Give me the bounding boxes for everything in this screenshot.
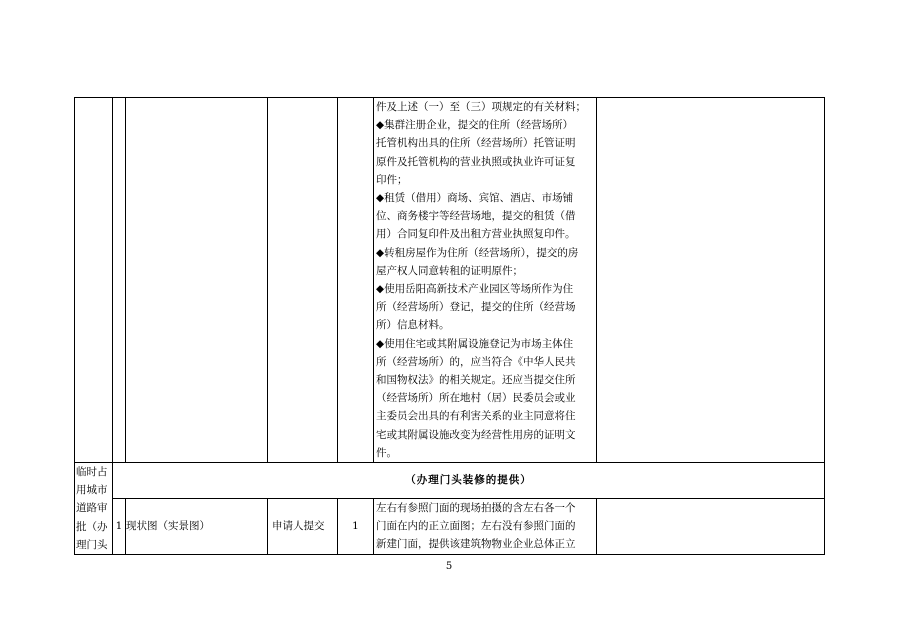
table-row (75, 498, 825, 554)
requirement-line: ◆集群注册企业，提交的住所（经营场所） (376, 119, 574, 132)
item-name (75, 463, 112, 554)
requirement-line: 和国物权法》的相关规定。还应当提交住所 (376, 374, 576, 387)
item-cell-continued (75, 98, 113, 463)
item-name-line: 临时占 (76, 466, 108, 479)
requirement-line: 所（经营场所）的，应当符合《中华人民共 (376, 355, 576, 368)
requirement-cell-continued (374, 98, 597, 463)
requirement-line: 托管机构出具的住所（经营场所）托管证明 (376, 137, 576, 150)
section-title: （办理门头装修的提供） (113, 463, 825, 499)
item-name-line: 用城市 (76, 484, 108, 497)
requirement-line: 所）信息材料。 (376, 319, 450, 332)
table-row-continued (75, 98, 825, 463)
requirement-line: ◆使用岳阳高新技术产业园区等场所作为住 (376, 283, 574, 296)
page-number: 5 (445, 561, 453, 572)
item-name-line: 批（办 (76, 520, 108, 533)
requirement-line: 所（经营场所）登记，提交的住所（经营场 (376, 301, 576, 314)
requirement-line: 件。 (376, 446, 397, 459)
requirement-cell (374, 498, 597, 554)
requirement-line: 宅或其附属设施改变为经营性用房的证明文 (376, 428, 576, 441)
requirement-line: 门面在内的正立面图；左右没有参照门面的 (376, 519, 576, 532)
material-cell-continued (126, 98, 268, 463)
requirement-line: 用）合同复印件及出租方营业执照复印件。 (376, 228, 576, 241)
source-cell-continued (268, 98, 338, 463)
note-cell (597, 498, 825, 554)
requirement-line: 件及上述（一）至（三）项规定的有关材料； (376, 101, 586, 113)
material-source: 申请人提交 (268, 498, 338, 554)
requirement-line: 屋产权人同意转租的证明原件； (376, 264, 523, 277)
requirement-line: 左右有参照门面的现场拍摄的含左右各一个 (376, 501, 576, 514)
requirement-line: 主委员会出具的有利害关系的业主同意将住 (376, 410, 576, 423)
material-count: 1 (338, 498, 374, 554)
section-header-row (75, 463, 825, 499)
note-cell-continued (597, 98, 825, 463)
requirement-line: （经营场所）所在地村（居）民委员会或业 (376, 392, 576, 405)
item-name-line: 道路审 (76, 502, 108, 515)
requirement-line: 印件； (376, 173, 408, 186)
requirement-line: 原件及托管机构的营业执照或执业许可证复 (376, 155, 576, 168)
item-name-cell (75, 463, 113, 555)
no-cell-continued (113, 98, 126, 463)
requirement-line: 新建门面，提供该建筑物物业企业总体正立 (376, 538, 576, 550)
count-cell-continued (338, 98, 374, 463)
materials-table (74, 97, 825, 555)
requirement-text (374, 98, 596, 462)
requirement-line: ◆使用住宅或其附属设施登记为市场主体住 (376, 337, 574, 350)
row-number: 1 (113, 498, 126, 554)
requirement-text (374, 499, 596, 554)
requirement-line: ◆转租房屋作为住所（经营场所），提交的房 (376, 246, 579, 259)
material-name: 现状图（实景图） (126, 498, 268, 554)
requirement-line: ◆租赁（借用）商场、宾馆、酒店、市场铺 (376, 192, 574, 205)
item-name-line: 理门头 (76, 538, 108, 551)
requirement-line: 位、商务楼宇等经营场地，提交的租赁（借 (376, 210, 576, 223)
